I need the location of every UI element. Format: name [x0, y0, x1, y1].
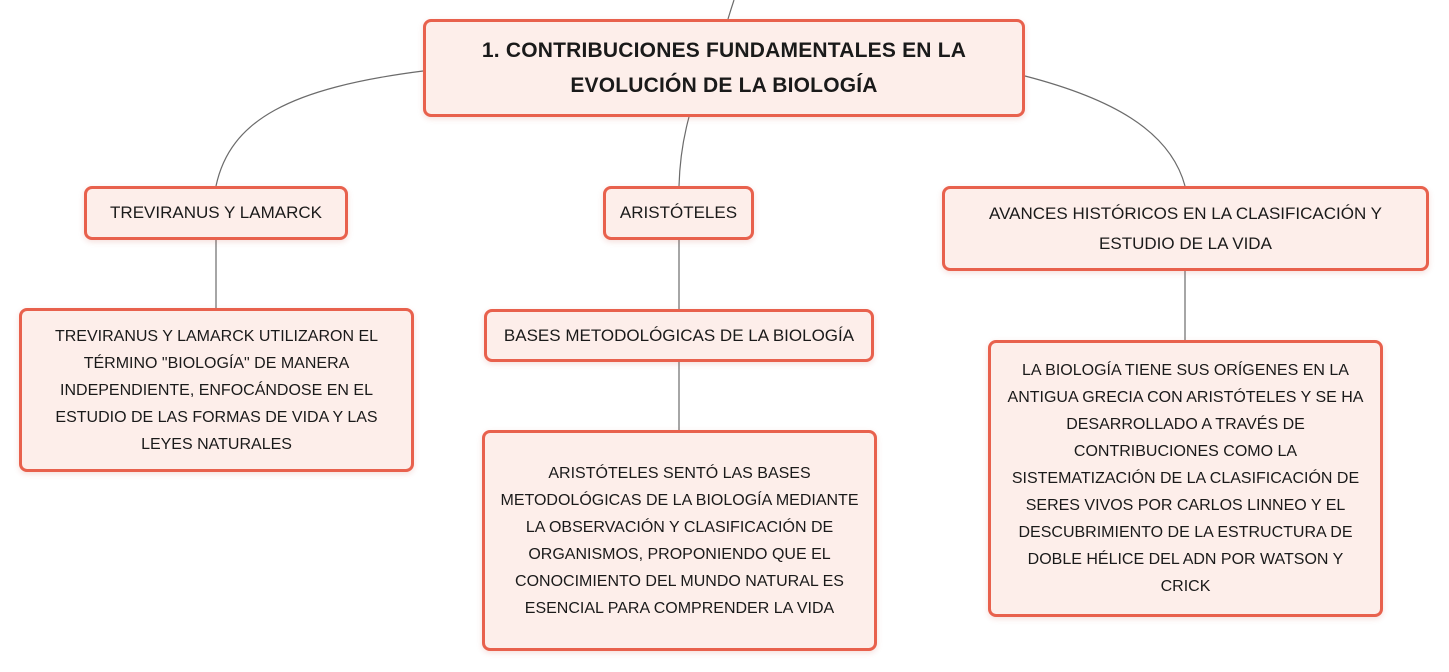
topic-label: TREVIRANUS Y LAMARCK — [110, 203, 322, 222]
detail-node-treviranus-lamarck[interactable] — [19, 308, 414, 472]
root-topic-label: 1. CONTRIBUCIONES FUNDAMENTALES EN LA EVOLUCIÓN DE LA BIOLOGÍA — [481, 39, 967, 97]
subtopic-node-bases-metodologicas[interactable] — [484, 309, 874, 362]
topic-node-treviranus-lamarck[interactable] — [84, 186, 348, 240]
connector-root-to-avances — [1025, 76, 1185, 186]
topic-label: ARISTÓTELES — [619, 203, 738, 222]
detail-node-avances-historicos[interactable] — [988, 340, 1383, 617]
connector-root-to-treviranus — [216, 71, 423, 186]
detail-text: ARISTÓTELES SENTÓ LAS BASES METODOLÓGICAS DE LA BIOLOGÍA MEDIANTE LA OBSERVACIÓN Y CLASIFICACIÓN DE ORGANISMOS, PROPONIENDO QUE EL CONOCIMIENTO DEL MUNDO NATURAL ES ESENCIAL PARA COMPRENDER LA VIDA — [500, 464, 859, 617]
detail-text: TREVIRANUS Y LAMARCK UTILIZARON EL TÉRMINO "BIOLOGÍA" DE MANERA INDEPENDIENTE, ENFOCÁNDOSE EN EL ESTUDIO DE LAS FORMAS DE VIDA Y LAS LEYES NATURALES — [54, 327, 379, 453]
connector-parent-to-root — [728, 0, 734, 19]
connector-root-to-aristoteles — [679, 117, 689, 186]
topic-node-avances-historicos[interactable] — [942, 186, 1429, 271]
subtopic-label: BASES METODOLÓGICAS DE LA BIOLOGÍA — [503, 325, 855, 345]
detail-text: LA BIOLOGÍA TIENE SUS ORÍGENES EN LA ANTIGUA GRECIA CON ARISTÓTELES Y SE HA DESARROLLADO A TRAVÉS DE CONTRIBUCIONES COMO LA SISTEMATIZACIÓN DE LA CLASIFICACIÓN DE SERES VIVOS POR CARLOS LINNEO Y EL DESCUBRIMIENTO DE LA ESTRUCTURA DE DOBLE HÉLICE DEL ADN POR WATSON Y CRICK — [1007, 362, 1364, 595]
root-topic-node[interactable] — [423, 19, 1025, 117]
topic-node-aristoteles[interactable] — [603, 186, 754, 240]
detail-node-aristoteles[interactable] — [482, 430, 877, 651]
topic-label: AVANCES HISTÓRICOS EN LA CLASIFICACIÓN Y ESTUDIO DE LA VIDA — [989, 203, 1382, 253]
